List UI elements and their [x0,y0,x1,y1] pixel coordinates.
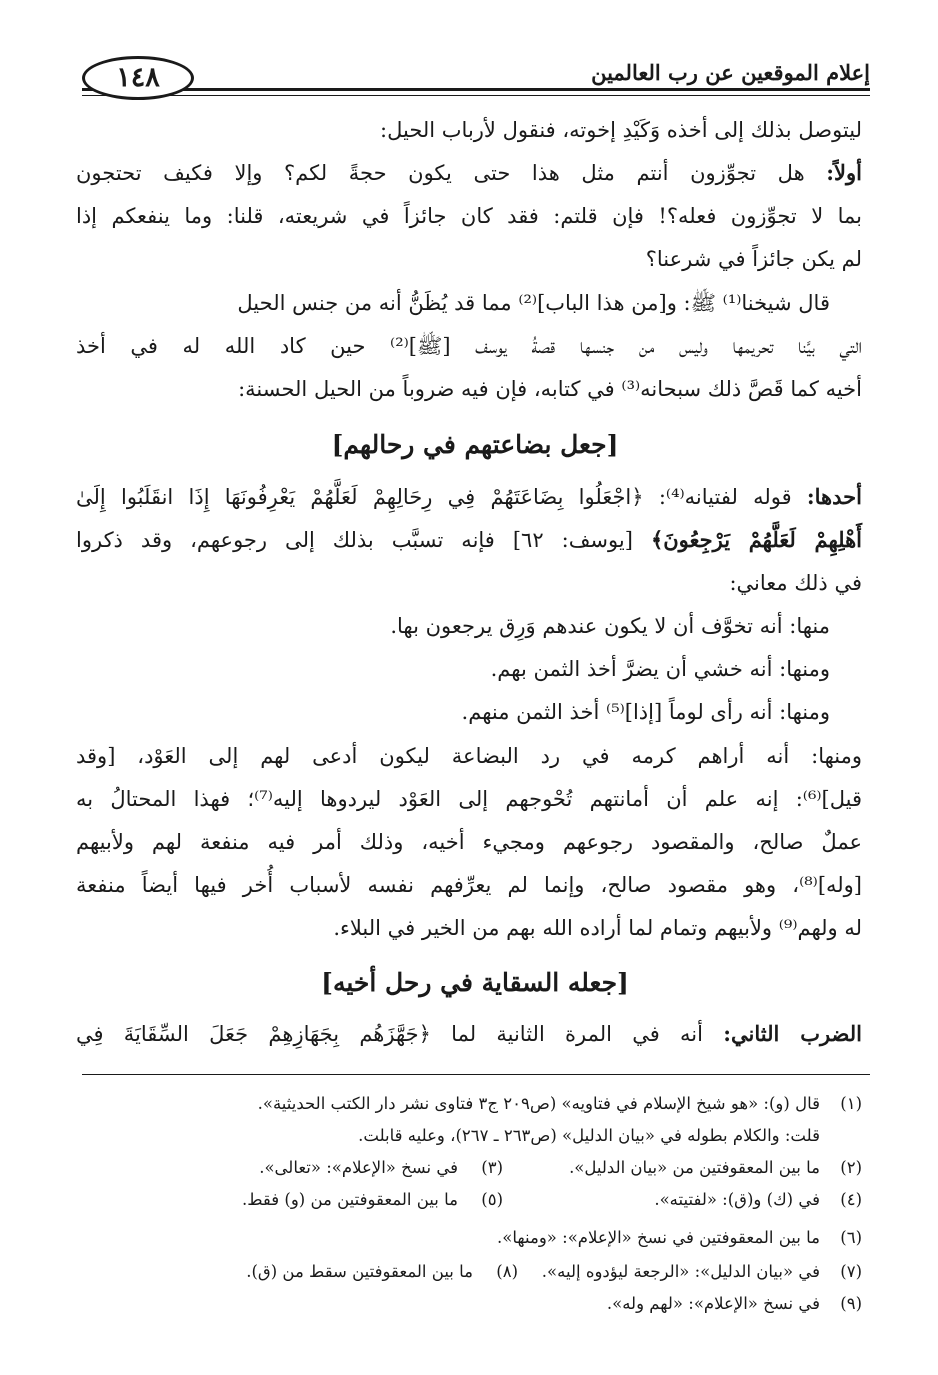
text-line: ليتوصل بذلك إلى أخذه وَكَيْدِ إخوته، فنقول لأرباب الحيل: [380,118,862,142]
text-line: له ولهم⁽⁹⁾ ولأبيهم وتمام لما أراده الله بهم من الخير في البلاء. [333,916,862,940]
text-line: قيل]⁽⁶⁾: إنه علم أن أمانتهم تُحْوجهم إلى العَوْد ليردوها إليه⁽⁷⁾؛ فهذا المحتالُ به [76,787,862,811]
paragraph-lead: أحدها: [806,484,862,509]
footnote-text: ما بين المعقوفتين في نسخ «الإعلام»: «ومنها». [497,1228,820,1247]
page-header [82,50,870,100]
footnote-separator [82,1074,870,1075]
footnote-text: ما بين المعقوفتين من (و) فقط. [242,1190,458,1209]
text-line [76,477,862,517]
footnote-number: (٦) [840,1228,862,1247]
section-heading: [جعله السقاية في رحل أخيه] [321,968,629,997]
text-run: أنه في المرة الثانية لما ﴿جَهَّزَهُم بِجَهَازِهِمْ جَعَلَ السِّقَايَةَ فِي [76,1022,703,1046]
page-number: ١٤٨ [82,56,194,100]
footnote-number: (٥) [481,1190,503,1209]
text-line: بما لا تجوِّزون فعله؟! فإن قلتم: فقد كان جائزاً في شريعته، قلنا: وما ينفعكم إذا [76,204,862,228]
section-heading: [جعل بضاعتهم في رحالهم] [331,430,619,459]
footnote-number: (٤) [840,1190,862,1209]
header-rule-thick [82,88,870,91]
header-rule-thin [82,95,870,96]
text-line: أخيه كما قَصَّ ذلك سبحانه⁽³⁾ في كتابه، فإن فيه ضروباً من الحيل الحسنة: [238,377,862,401]
text-line [76,153,862,193]
text-line: ومنها: أنه أراهم كرمه في رد البضاعة ليكون أدعى لهم إلى العَوْد، [وقد [76,744,862,768]
text-line: ومنها: أنه رأى لوماً [إذا]⁽⁵⁾ أخذ الثمن منهم. [461,700,830,724]
text-line: التي بيَّنا تحريمها وليس من جنسها قصةُ يوسف [ﷺ]⁽²⁾ حين كاد الله له في أخذ [76,334,862,358]
text-line: لم يكن جائزاً في شرعنا؟ [645,247,862,271]
footnote [0,1290,938,1318]
paragraph-lead: أولاً: [826,160,862,185]
text-line: منها: أنه تخوَّف أن لا يكون عندهم وَرِق يرجعون بها. [390,614,830,638]
footnote-text: في (ك) و(ق): «لفتيته». [654,1190,820,1209]
paragraph-lead: الضرب الثاني: [723,1021,862,1046]
footnote [0,1090,938,1118]
footnote-text: ما بين المعقوفتين سقط من (ق). [246,1262,473,1281]
footnote [0,1258,938,1286]
footnote [0,1122,938,1150]
footnote-number: (٢) [840,1158,862,1177]
text-run: قوله لفتيانه⁽⁴⁾: ﴿اجْعَلُوا بِضَاعَتَهُمْ فِي رِحَالِهِمْ لَعَلَّهُمْ يَعْرِفُونَهَا إِذَا انقَلَبُوا إِلَىٰ [76,485,792,509]
text-line: عملٌ صالح، والمقصود رجوعهم ومجيء أخيه، وذلك أمر فيه منفعة لهم ولأبيهم [76,830,862,854]
footnote [0,1154,938,1182]
footnote [0,1224,938,1252]
text-line: في ذلك معاني: [729,571,862,595]
footnote-number: (٧) [840,1262,862,1281]
footnote-number: (٩) [840,1294,862,1313]
footnote [0,1186,938,1214]
running-title: إعلام الموقعين عن رب العالمين [591,60,870,85]
text-run: [يوسف: ٦٢] فإنه تسبَّب بذلك إلى رجوعهم، وقد ذكروا [76,528,633,552]
text-line: ومنها: أنه خشي أن يضرَّ أخذ الثمن بهم. [490,657,830,681]
footnote-text: ما بين المعقوفتين من «بيان الدليل». [569,1158,820,1177]
footnote-text: في «بيان الدليل»: «الرجعة ليؤدوه إليه». [541,1262,820,1281]
text-run: هل تجوِّزون أنتم مثل هذا حتى يكون حجةً لكم؟ وإلا فكيف تحتجون [76,161,805,185]
text-line: [وله]⁽⁸⁾، وهو مقصود صالح، وإنما لم يعرِّفهم نفسه لأسباب أُخر فيها أيضاً منفعة [76,873,862,897]
text-line: قال شيخنا⁽¹⁾ ﷺ: و[من هذا الباب]⁽²⁾ مما قد يُظَنُّ أنه من جنس الحيل [237,291,830,315]
footnote-text: في نسخ «الإعلام»: «لهم وله». [606,1294,820,1313]
footnote-text: قلت: والكلام بطوله في «بيان الدليل» (ص٢٦٣ ـ ٢٦٧)، وعليه قابلت. [358,1126,820,1145]
footnote-text: في نسخ «الإعلام»: «تعالى». [259,1158,458,1177]
quran-quote: أَهْلِهِمْ لَعَلَّهُمْ يَرْجِعُونَ﴾ [650,527,862,552]
footnote-text: قال (و): «هو شيخ الإسلام في فتاويه» (ص٢٠٩ ج٣ فتاوى نشر دار الكتب الحديثية». [257,1094,820,1113]
footnote-number: (١) [840,1094,862,1113]
footnote-number: (٣) [481,1158,503,1177]
text-line [76,520,862,560]
footnote-number: (٨) [496,1262,518,1281]
text-line [76,1014,862,1054]
